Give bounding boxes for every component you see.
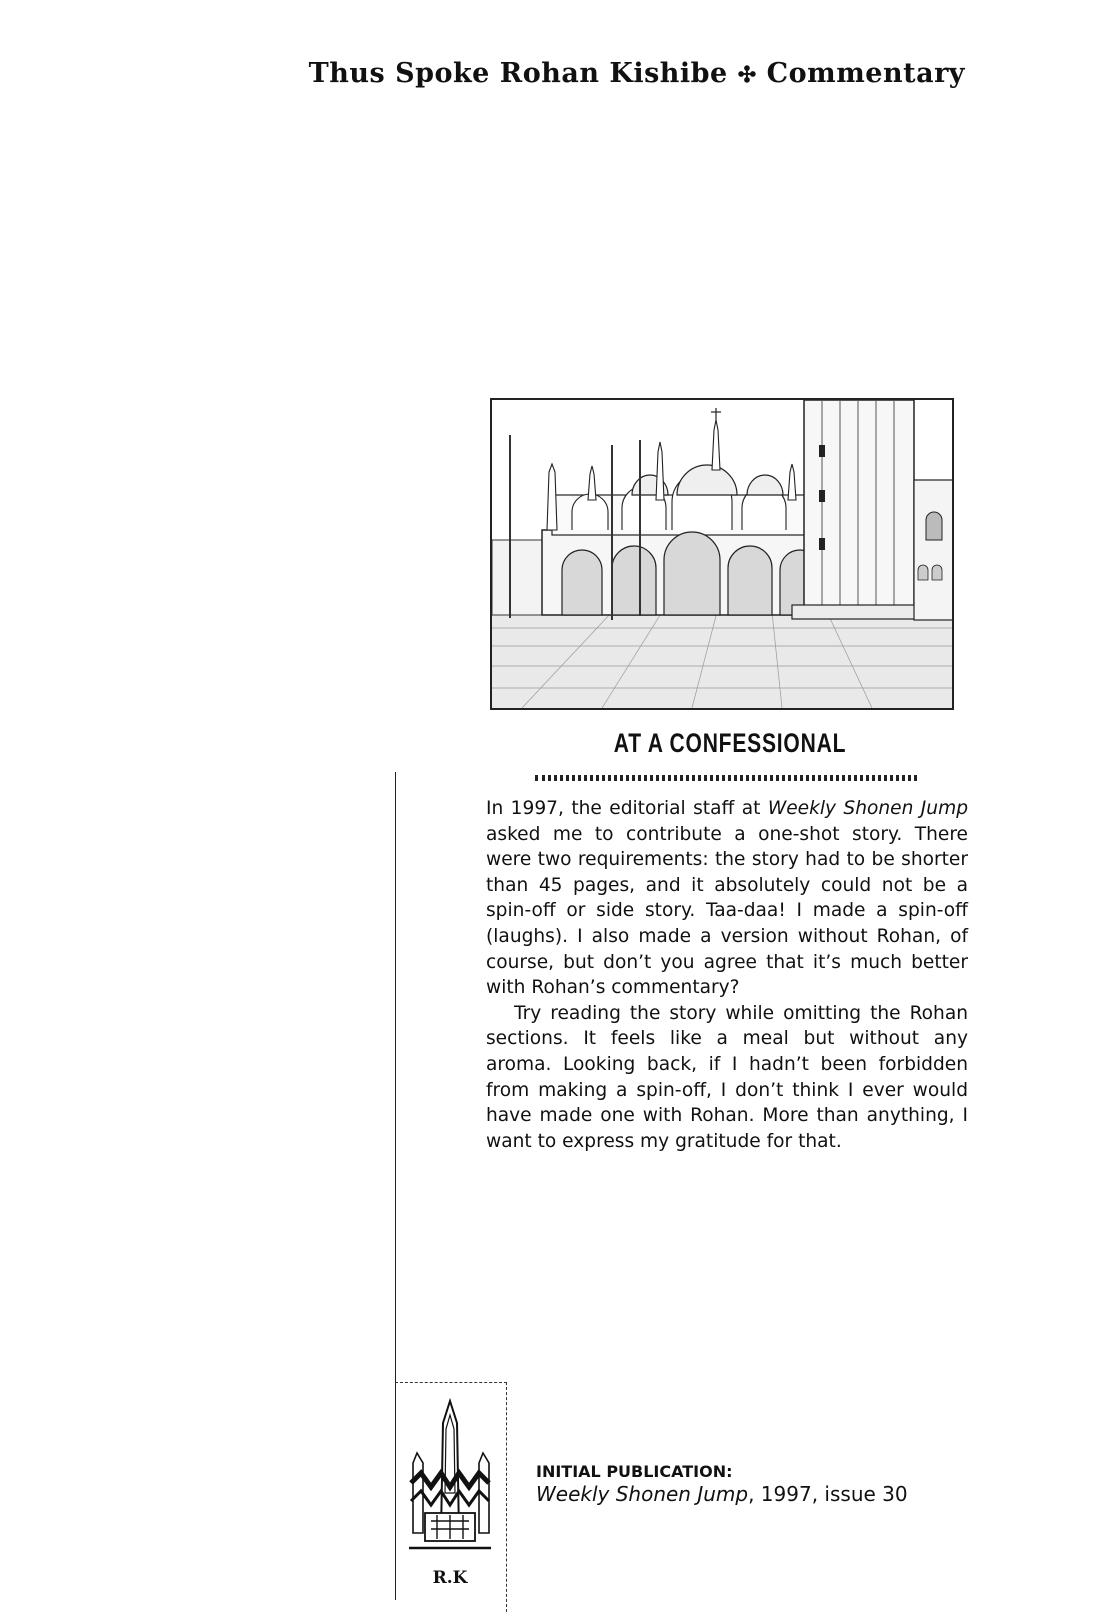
paragraph-2: Try reading the story while omitting the Rohan sections. It feels like a meal but without any aroma. Looking back, if I hadn’t been forbidden from making a spin-off, I don’t think I ever would have made one with Rohan. More than anything, I want to express my gratitude for that.	[486, 1002, 968, 1152]
publication-info	[536, 1482, 908, 1506]
commentary-body	[486, 796, 968, 1154]
rk-emblem-icon	[395, 1383, 505, 1613]
publication-details: , 1997, issue 30	[748, 1482, 908, 1506]
emblem-box	[395, 1382, 507, 1612]
paragraph-1: In 1997, the editorial staff at Weekly Shonen Jump asked me to contribute a one-shot story. There were two requirements: the story had to be shorter than 45 pages, and it absolutely could not be a spin-off or side story. Taa-daa! I made a spin-off (laughs). I also made a version without Rohan, of course, but don’t you agree that it’s much better with Rohan’s commentary?	[486, 798, 968, 999]
book-title: Thus Spoke Rohan Kishibe	[308, 58, 728, 89]
cathedral-illustration	[490, 398, 954, 710]
publication-magazine: Weekly Shonen Jump	[536, 1482, 749, 1506]
cross-ornament-icon: ✣	[737, 62, 757, 88]
chapter-title: AT A CONFESSIONAL	[613, 728, 847, 758]
publication-label: INITIAL PUBLICATION:	[536, 1462, 733, 1481]
section-name: Commentary	[766, 58, 965, 89]
running-header	[309, 58, 965, 89]
magazine-name: Weekly Shonen Jump	[767, 798, 968, 819]
title-divider	[535, 775, 917, 781]
emblem-initials: R.K	[432, 1568, 468, 1588]
